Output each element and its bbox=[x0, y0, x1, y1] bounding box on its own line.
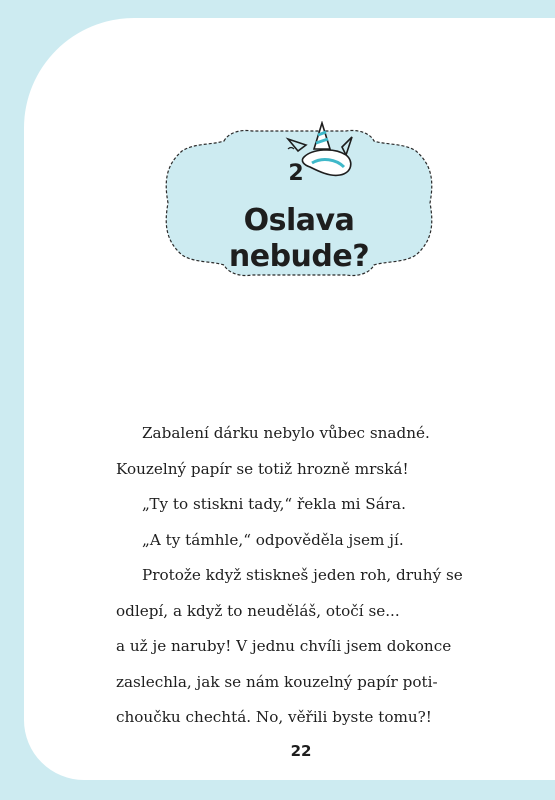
chapter-title bbox=[154, 203, 444, 275]
chapter-title-line-1: Oslava bbox=[243, 203, 355, 238]
text-line: odlepí, a když to neuděláš, otočí se... bbox=[116, 601, 400, 620]
text-line: zaslechla, jak se nám kouzelný papír poti- bbox=[116, 672, 438, 691]
text-line: Protože když stiskneš jeden roh, druhý se bbox=[142, 566, 463, 584]
page-number: 22 bbox=[290, 742, 312, 760]
chapter-badge bbox=[154, 113, 444, 293]
text-line: Zabalení dárku nebylo vůbec snadné. bbox=[142, 424, 430, 442]
text-line: „Ty to stiskni tady,“ řekla mi Sára. bbox=[142, 495, 406, 513]
text-line: a už je naruby! V jednu chvíli jsem dokonce bbox=[116, 637, 452, 655]
text-line: Kouzelný papír se totiž hrozně mrská! bbox=[116, 459, 409, 478]
chapter-number: 2 bbox=[288, 161, 304, 186]
text-line: choučku chechtá. No, věřili byste tomu?! bbox=[116, 708, 432, 726]
chapter-body bbox=[116, 416, 476, 736]
text-line: „A ty támhle,“ odpověděla jsem jí. bbox=[142, 530, 404, 549]
chapter-title-line-2: nebude? bbox=[228, 239, 370, 274]
book-page bbox=[24, 18, 555, 780]
